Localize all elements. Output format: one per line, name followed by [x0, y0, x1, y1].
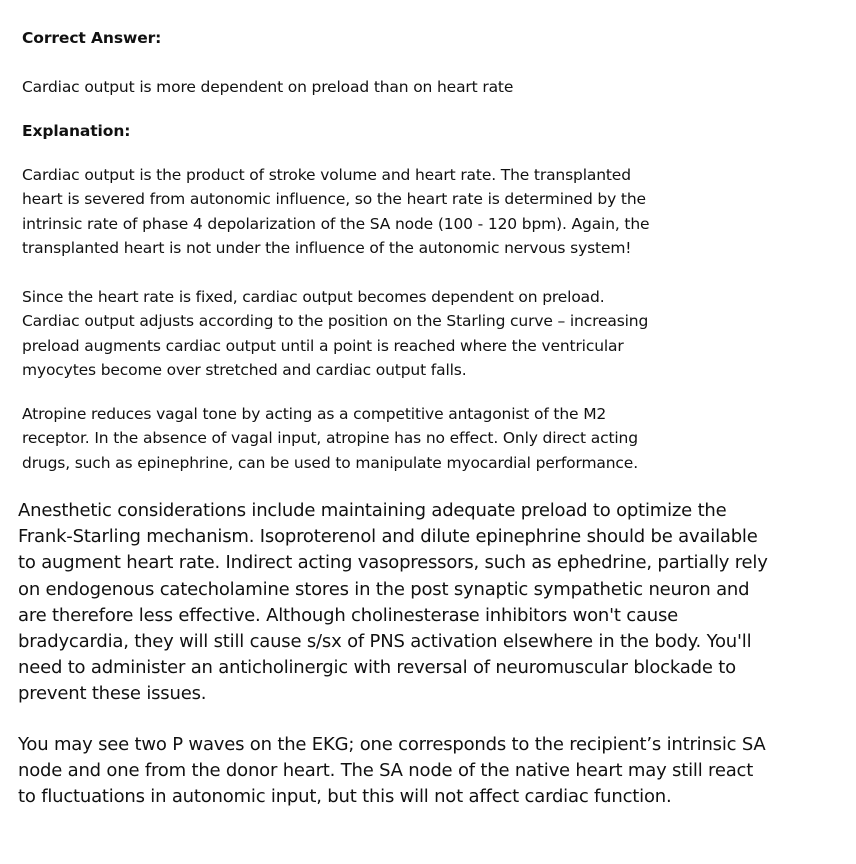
text-line: intrinsic rate of phase 4 depolarization of the SA node (100 - 120 bpm). Again, the	[22, 214, 650, 233]
text-line: node and one from the donor heart. The SA node of the native heart may still react	[18, 760, 754, 782]
anesthetic-considerations-paragraph	[18, 498, 768, 708]
text-line: bradycardia, they will still cause s/sx of PNS activation elsewhere in the body. You'll	[18, 631, 752, 653]
text-line: to fluctuations in autonomic input, but this will not affect cardiac function.	[18, 786, 672, 808]
text-line: receptor. In the absence of vagal input, atropine has no effect. Only direct acting	[22, 429, 638, 448]
text-line: on endogenous catecholamine stores in the post synaptic sympathetic neuron and	[18, 578, 750, 600]
text-line: You may see two P waves on the EKG; one corresponds to the recipient’s intrinsic SA	[18, 734, 766, 755]
text-line: are therefore less effective. Although cholinesterase inhibitors won't cause	[18, 604, 679, 626]
text-line: need to administer an anticholinergic with reversal of neuromuscular blockade to	[18, 657, 736, 679]
explanation-paragraph-2	[22, 285, 648, 382]
text-line: drugs, such as epinephrine, can be used to manipulate myocardial performance.	[22, 453, 638, 472]
text-line: Since the heart rate is fixed, cardiac output becomes dependent on preload.	[22, 288, 605, 306]
p-waves-paragraph	[18, 732, 766, 811]
text-line: Atropine reduces vagal tone by acting as a competitive antagonist of the M2	[22, 405, 607, 423]
explanation-paragraph-3	[22, 402, 638, 475]
text-line: Cardiac output adjusts according to the position on the Starling curve – increasing	[22, 312, 649, 331]
text-line: Anesthetic considerations include maintaining adequate preload to optimize the	[18, 500, 727, 521]
text-line: transplanted heart is not under the influence of the autonomic nervous system!	[22, 238, 632, 257]
text-line: preload augments cardiac output until a point is reached where the ventricular	[22, 336, 624, 355]
text-line: heart is severed from autonomic influence, so the heart rate is determined by the	[22, 190, 646, 209]
explanation-heading: Explanation:	[22, 122, 131, 140]
text-line: Cardiac output is the product of stroke volume and heart rate. The transplanted	[22, 166, 631, 184]
text-line: myocytes become over stretched and cardiac output falls.	[22, 360, 467, 379]
correct-answer-text: Cardiac output is more dependent on preload than on heart rate	[22, 78, 514, 96]
text-line: to augment heart rate. Indirect acting vasopressors, such as ephedrine, partially rely	[18, 552, 768, 574]
explanation-paragraph-1	[22, 163, 649, 260]
correct-answer-heading: Correct Answer:	[22, 29, 162, 47]
text-line: Frank-Starling mechanism. Isoproterenol and dilute epinephrine should be available	[18, 526, 758, 548]
text-line: prevent these issues.	[18, 683, 207, 705]
